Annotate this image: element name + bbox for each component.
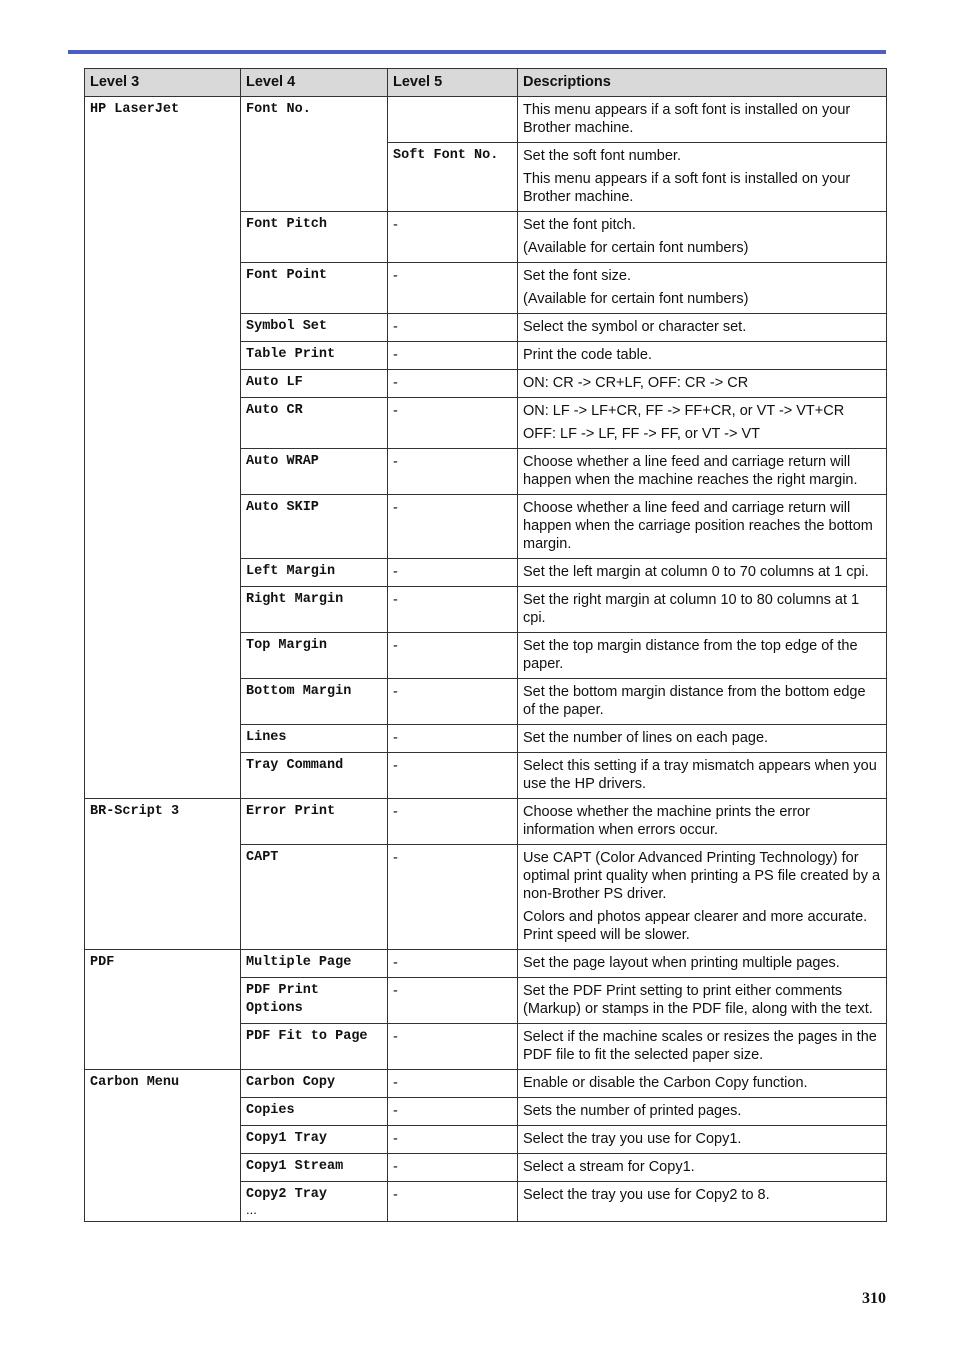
level5-cell: - <box>388 978 518 1024</box>
level4-cell <box>241 950 388 978</box>
description-cell <box>518 633 887 679</box>
level4-cell <box>241 1182 388 1222</box>
description-cell <box>518 212 887 263</box>
description-text: This menu appears if a soft font is installed on your Brother machine. <box>523 102 851 136</box>
level5-cell: - <box>388 1024 518 1070</box>
header-level4: Level 4 <box>241 69 388 97</box>
level4-label: Right Margin <box>246 592 344 607</box>
level5-cell: - <box>388 753 518 799</box>
level4-cell <box>241 587 388 633</box>
description-text: Set the font pitch. <box>523 217 636 233</box>
description-text: Set the font size. <box>523 268 632 284</box>
level4-label: Font No. <box>246 102 311 117</box>
level5-cell: - <box>388 449 518 495</box>
description-cell <box>518 263 887 314</box>
description-text: Set the right margin at column 10 to 80 columns at 1 cpi. <box>523 592 860 626</box>
description-text: OFF: LF -> LF, FF -> FF, or VT -> VT <box>523 426 760 442</box>
level4-label: Symbol Set <box>246 319 328 334</box>
level4-label: Auto LF <box>246 375 303 390</box>
level4-cell <box>241 559 388 587</box>
top-rule <box>68 50 886 54</box>
header-level5: Level 5 <box>388 69 518 97</box>
level4-label: Bottom Margin <box>246 684 352 699</box>
description-cell <box>518 978 887 1024</box>
level5-cell: - <box>388 263 518 314</box>
level5-cell: - <box>388 799 518 845</box>
level5-cell: - <box>388 1126 518 1154</box>
level5-cell: - <box>388 679 518 725</box>
description-text: Set the number of lines on each page. <box>523 730 769 746</box>
description-cell <box>518 559 887 587</box>
level5-cell: - <box>388 587 518 633</box>
header-descriptions: Descriptions <box>518 69 887 97</box>
settings-table <box>84 68 887 1222</box>
description-cell <box>518 342 887 370</box>
level4-label: Copy1 Stream <box>246 1159 344 1174</box>
description-cell <box>518 370 887 398</box>
level4-cell <box>241 1070 388 1098</box>
level5-cell: - <box>388 950 518 978</box>
description-text: Use CAPT (Color Advanced Printing Technology) for optimal print quality when printing a PS file created by a non-Brother PS driver. <box>523 850 881 902</box>
description-cell <box>518 398 887 449</box>
description-cell <box>518 679 887 725</box>
level4-cell <box>241 263 388 314</box>
level5-cell: - <box>388 1098 518 1126</box>
description-text: Choose whether a line feed and carriage return will happen when the machine reaches the right margin. <box>523 454 858 488</box>
level3-cell: Carbon Menu <box>85 1070 241 1222</box>
level4-label: Tray Command <box>246 758 344 773</box>
level3-cell: BR-Script 3 <box>85 799 241 950</box>
level5-cell: - <box>388 725 518 753</box>
level4-cell <box>241 314 388 342</box>
description-text: Colors and photos appear clearer and more accurate. Print speed will be slower. <box>523 909 868 943</box>
level4-label: Copy2 Tray <box>246 1187 328 1202</box>
level4-label: Multiple Page <box>246 955 352 970</box>
level4-cell <box>241 1024 388 1070</box>
level4-cell <box>241 679 388 725</box>
level4-cell <box>241 1154 388 1182</box>
level4-cell <box>241 1098 388 1126</box>
level4-cell <box>241 495 388 559</box>
level4-label: PDF Fit to Page <box>246 1029 368 1044</box>
level5-cell: - <box>388 212 518 263</box>
description-text: Enable or disable the Carbon Copy function. <box>523 1075 808 1091</box>
level4-label: Font Point <box>246 268 328 283</box>
level4-cell <box>241 342 388 370</box>
description-text: (Available for certain font numbers) <box>523 240 749 256</box>
level5-cell: - <box>388 342 518 370</box>
description-text: Set the bottom margin distance from the bottom edge of the paper. <box>523 684 866 718</box>
level4-cell <box>241 449 388 495</box>
level4-cell <box>241 97 388 212</box>
level4-label: Auto SKIP <box>246 500 319 515</box>
level4-label: PDF Print Options <box>246 983 319 1016</box>
description-cell <box>518 314 887 342</box>
level4-label: Top Margin <box>246 638 328 653</box>
level4-cell <box>241 725 388 753</box>
level4-cell <box>241 978 388 1024</box>
header-level3: Level 3 <box>85 69 241 97</box>
description-text: Select if the machine scales or resizes the pages in the PDF file to fit the selected paper size. <box>523 1029 877 1063</box>
level5-cell: - <box>388 370 518 398</box>
description-text: Select the tray you use for Copy1. <box>523 1131 742 1147</box>
description-text: Choose whether a line feed and carriage return will happen when the carriage position reaches the bottom margin. <box>523 500 873 552</box>
level4-label: Font Pitch <box>246 217 328 232</box>
level4-label: Error Print <box>246 804 336 819</box>
level4-label: Table Print <box>246 347 336 362</box>
description-cell <box>518 1154 887 1182</box>
level5-cell: - <box>388 398 518 449</box>
description-cell <box>518 1098 887 1126</box>
level3-cell: PDF <box>85 950 241 1070</box>
table-row <box>85 1070 887 1098</box>
level5-cell: - <box>388 1070 518 1098</box>
description-text: Set the page layout when printing multiple pages. <box>523 955 840 971</box>
level4-label: Left Margin <box>246 564 336 579</box>
description-cell <box>518 449 887 495</box>
description-cell <box>518 799 887 845</box>
description-cell <box>518 97 887 143</box>
level5-cell: - <box>388 495 518 559</box>
description-text: This menu appears if a soft font is installed on your Brother machine. <box>523 171 851 205</box>
description-text: ON: CR -> CR+LF, OFF: CR -> CR <box>523 375 749 391</box>
table-body <box>85 97 887 1222</box>
level5-cell: - <box>388 845 518 950</box>
description-cell <box>518 1070 887 1098</box>
level4-cell <box>241 753 388 799</box>
level5-cell: - <box>388 633 518 679</box>
page-number: 310 <box>862 1290 886 1307</box>
description-text: Sets the number of printed pages. <box>523 1103 742 1119</box>
level5-cell: - <box>388 559 518 587</box>
continuation-ellipsis: ... <box>246 1202 257 1217</box>
level5-cell: - <box>388 1182 518 1222</box>
description-text: Select the tray you use for Copy2 to 8. <box>523 1187 770 1203</box>
level4-cell <box>241 398 388 449</box>
description-cell <box>518 495 887 559</box>
description-cell <box>518 143 887 212</box>
level4-cell <box>241 370 388 398</box>
level4-label: Carbon Copy <box>246 1075 336 1090</box>
level4-cell <box>241 1126 388 1154</box>
description-cell <box>518 1126 887 1154</box>
description-text: Select a stream for Copy1. <box>523 1159 695 1175</box>
level4-label: Auto CR <box>246 403 303 418</box>
description-text: Choose whether the machine prints the error information when errors occur. <box>523 804 810 838</box>
table-row <box>85 799 887 845</box>
description-cell <box>518 1182 887 1222</box>
description-cell <box>518 950 887 978</box>
level4-cell <box>241 799 388 845</box>
level5-cell <box>388 97 518 143</box>
level4-cell <box>241 633 388 679</box>
level4-cell <box>241 212 388 263</box>
description-text: (Available for certain font numbers) <box>523 291 749 307</box>
level4-label: CAPT <box>246 850 279 865</box>
description-text: ON: LF -> LF+CR, FF -> FF+CR, or VT -> VT+CR <box>523 403 845 419</box>
description-text: Set the top margin distance from the top edge of the paper. <box>523 638 858 672</box>
description-cell <box>518 587 887 633</box>
level4-label: Lines <box>246 730 287 745</box>
description-text: Select this setting if a tray mismatch appears when you use the HP drivers. <box>523 758 877 792</box>
table-row <box>85 97 887 143</box>
description-text: Set the soft font number. <box>523 148 681 164</box>
description-text: Print the code table. <box>523 347 652 363</box>
level4-label: Copy1 Tray <box>246 1131 328 1146</box>
header-row <box>85 69 887 97</box>
table-row <box>85 950 887 978</box>
description-cell <box>518 845 887 950</box>
description-text: Select the symbol or character set. <box>523 319 747 335</box>
description-cell <box>518 753 887 799</box>
level5-cell: - <box>388 314 518 342</box>
description-cell <box>518 725 887 753</box>
level4-label: Copies <box>246 1103 295 1118</box>
level3-cell: HP LaserJet <box>85 97 241 799</box>
description-text: Set the PDF Print setting to print either comments (Markup) or stamps in the PDF file, along with the text. <box>523 983 873 1017</box>
level4-label: Auto WRAP <box>246 454 319 469</box>
level4-cell <box>241 845 388 950</box>
level5-cell: Soft Font No. <box>388 143 518 212</box>
level5-cell: - <box>388 1154 518 1182</box>
description-cell <box>518 1024 887 1070</box>
description-text: Set the left margin at column 0 to 70 columns at 1 cpi. <box>523 564 869 580</box>
